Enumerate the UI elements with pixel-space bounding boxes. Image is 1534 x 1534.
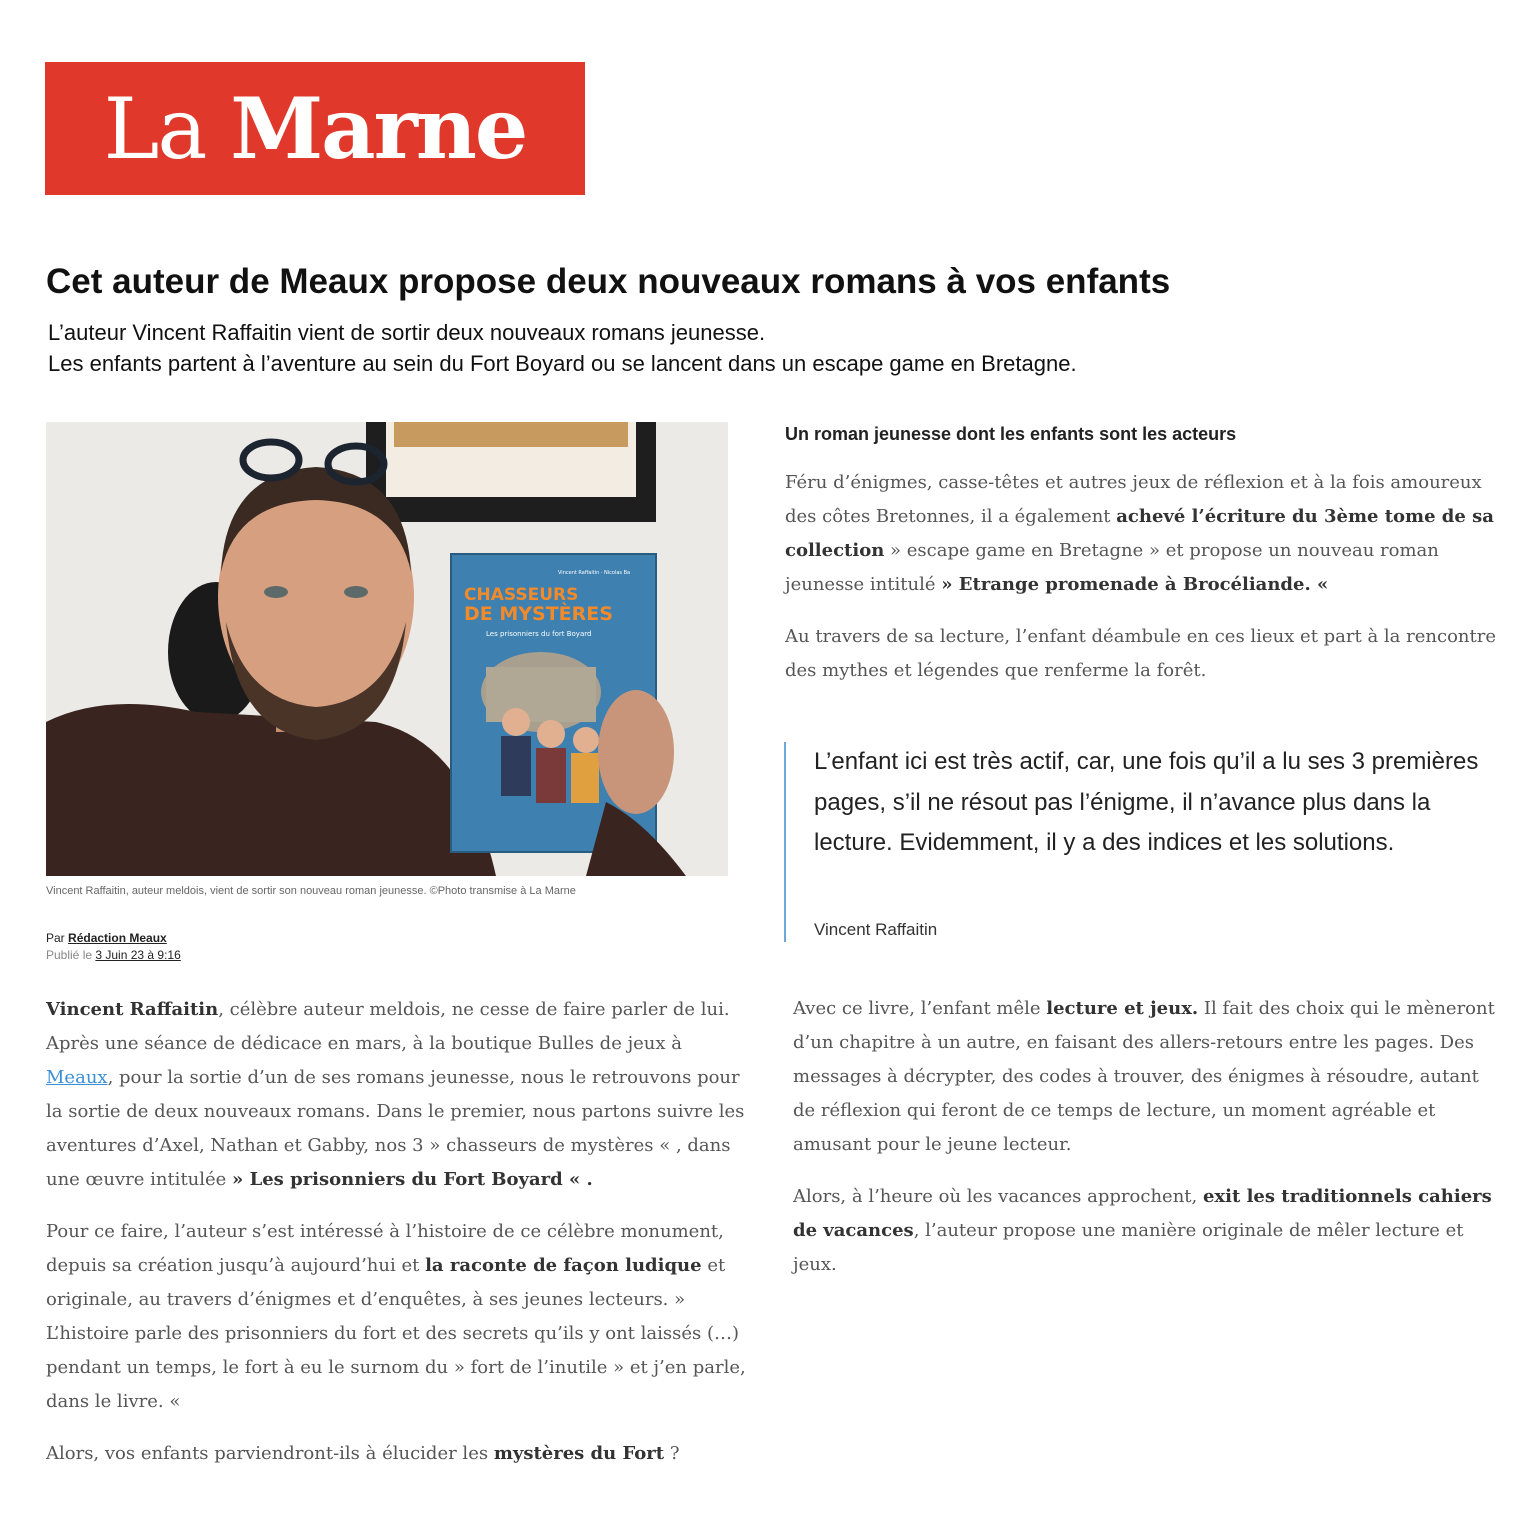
article-paragraph: Pour ce faire, l’auteur s’est intéressé à l’histoire de ce célèbre monument, depuis sa création jusqu’à aujourd’hui et la raconte de façon ludique et originale, au travers d’énigmes et d’enquêtes, à ses jeunes lecteurs. » L’histoire parle des prisonniers du fort et des secrets qu’ils y ont laissés (…) pendant un temps, le fort à eu le surnom du » fort de l’inutile » et j’en parle, dans le livre. « — [46, 1221, 746, 1412]
standfirst-line: L’auteur Vincent Raffaitin vient de sortir deux nouveaux romans jeunesse. — [48, 320, 766, 345]
book-authors: Vincent Raffaitin · Nicolas Ba — [558, 570, 631, 576]
author-link[interactable]: Rédaction Meaux — [68, 931, 167, 945]
article-paragraph: Au travers de sa lecture, l’enfant déambule en ces lieux et part à la rencontre des mythes et légendes que renferme la forêt. — [785, 626, 1496, 681]
byline-author-row — [46, 930, 181, 947]
article-paragraph: Féru d’énigmes, casse-têtes et autres jeux de réflexion et à la fois amoureux des côtes Bretonnes, il a également achevé l’écriture du 3ème tome de sa collection » escape game en Bretagne » et propose un nouveau roman jeunesse intitulé » Etrange promenade à Brocéliande. « — [785, 472, 1494, 595]
book-title-line1: CHASSEURS — [464, 585, 579, 605]
logo-wordmark: La Marne — [103, 79, 527, 178]
published-date[interactable]: 3 Juin 23 à 9:16 — [95, 948, 181, 962]
byline-date-row — [46, 947, 181, 964]
published-label: Publié le — [46, 948, 93, 962]
article-standfirst — [48, 317, 1077, 379]
article-title: Cet auteur de Meaux propose deux nouveaux romans à vos enfants — [46, 262, 1171, 301]
article-paragraph: Vincent Raffaitin, célèbre auteur meldois, ne cesse de faire parler de lui. Après une séance de dédicace en mars, à la boutique Bulles de jeux à Meaux, pour la sortie d’un de ses romans jeunesse, nous le retrouvons pour la sortie de deux nouveaux romans. Dans le premier, nous partons suivre les aventures d’Axel, Nathan et Gabby, nos 3 » chasseurs de mystères « , dans une œuvre intitulée » Les prisonniers du Fort Boyard « . — [46, 999, 745, 1190]
byline-par: Par — [46, 931, 65, 945]
article-paragraph: Avec ce livre, l’enfant mêle lecture et jeux. Il fait des choix qui le mèneront d’un chapitre à un autre, en faisant des allers-retours entre les pages. Des messages à décrypter, des codes à trouver, des énigmes à résoudre, autant de réflexion qui feront de ce temps de lecture, un moment agréable et amusant pour le jeune lecteur. — [793, 998, 1495, 1155]
book-subtitle: Les prisonniers du fort Boyard — [486, 630, 592, 638]
book-title-line2: DE MYSTÈRES — [464, 603, 613, 625]
quote-text: L’enfant ici est très actif, car, une fois qu’il a lu ses 3 premières pages, s’il ne résout pas l’énigme, il n’avance plus dans la lecture. Evidemment, il y a des indices et les solutions. — [814, 748, 1479, 856]
article-paragraph: Alors, à l’heure où les vacances approchent, exit les traditionnels cahiers de vacances, l’auteur propose une manière originale de mêler lecture et jeux. — [793, 1186, 1492, 1275]
photo-caption: Vincent Raffaitin, auteur meldois, vient de sortir son nouveau roman jeunesse. ©Photo transmise à La Marne — [46, 885, 576, 897]
pull-quote — [784, 742, 1486, 942]
author-photo-illustration — [46, 422, 728, 876]
section-subheading: Un roman jeunesse dont les enfants sont les acteurs — [785, 424, 1237, 444]
meaux-link[interactable]: Meaux — [46, 1067, 108, 1088]
standfirst-line: Les enfants partent à l’aventure au sein du Fort Boyard ou se lancent dans un escape game en Bretagne. — [48, 351, 1077, 376]
quote-author: Vincent Raffaitin — [814, 920, 938, 939]
site-logo[interactable] — [45, 62, 585, 195]
article-paragraph: Alors, vos enfants parviendront-ils à élucider les mystères du Fort ? — [46, 1443, 680, 1464]
byline — [46, 930, 181, 964]
article-photo — [46, 422, 728, 876]
